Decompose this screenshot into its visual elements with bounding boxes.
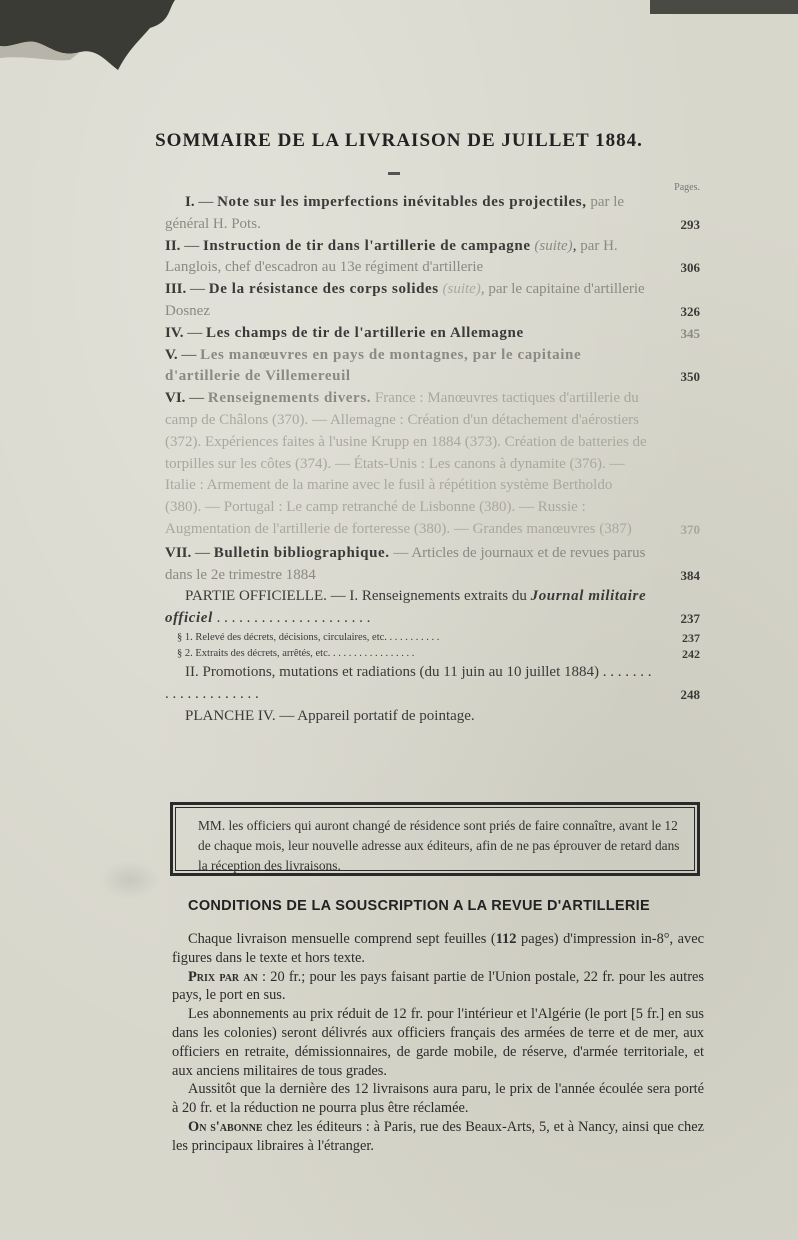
conditions-label: On s'abonne <box>188 1118 263 1135</box>
conditions-text: chez les éditeurs : à Paris, rue des Beaux-Arts, 5, et à Nancy, ainsi que chez les principaux libraires à l'étranger. <box>172 1118 704 1154</box>
toc-entry-title: Bulletin bibliographique. <box>213 544 390 561</box>
toc-entry-page: 350 <box>680 369 700 385</box>
toc-entry-7: VII. — Bulletin bibliographique. — Articles de journaux et de revues parus dans le 2e trimestre 1884 384 <box>165 543 700 587</box>
toc-entry-2: II. — Instruction de tir dans l'artillerie de campagne (suite), par H. Langlois, chef d'escadron au 13e régiment d'artillerie 306 <box>165 236 700 280</box>
conditions-heading: CONDITIONS DE LA SOUSCRIPTION A LA REVUE D'ARTILLERIE <box>188 898 650 914</box>
toc-entry-page: 326 <box>680 303 700 319</box>
toc-entry-number: III. <box>165 281 187 298</box>
notice-box <box>170 802 700 876</box>
toc-sub-1 <box>165 630 700 646</box>
toc-entry-body: — Articles de journaux et de revues parus dans le 2e trimestre 1884 <box>165 544 646 583</box>
toc-entry-number: V. <box>165 346 178 363</box>
toc-sub-text: § 1. Relevé des décrets, décisions, circulaires, etc. <box>177 631 387 643</box>
toc-entry-number: VII. <box>165 544 192 561</box>
toc-entry-suite: (suite) <box>534 237 573 254</box>
separator-mark <box>388 172 400 175</box>
conditions-paragraph-5 <box>172 1118 704 1156</box>
notice-text: MM. les officiers qui auront changé de résidence sont priés de faire connaître, avant le 12 de chaque mois, leur nouvelle adresse aux éditeurs, afin de ne pas éprouver de retard dans la réception des livraisons. <box>175 807 695 871</box>
paper-smudge <box>100 860 160 900</box>
toc-sub-page: 237 <box>682 630 700 645</box>
toc-entry-3: III. — De la résistance des corps solides (suite), par le capitaine d'artillerie Dosnez 326 <box>165 279 700 323</box>
conditions-number: 112 <box>495 931 517 947</box>
toc-entry-body: France : Manœuvres tactiques d'artillerie du camp de Châlons (370). — Allemagne : Création d'un détachement d'aérostiers (372). Expériences faites à l'usine Krupp en 1884 (373). Création de batteries de torpilles sur les côtes (374). — États-Unis : Les canons à dynamite (376). — Italie : Armement de la marine avec le fusil à répétition système Bertholdo (380). — Portugal : Le camp retranché de Lisbonne (380). — Russie : Augmentation de l'artillerie de forteresse (380). — Grandes manœuvres (387) <box>165 390 647 537</box>
toc-sub-dots: . . . . . . . . . . . . . . . . <box>330 647 415 659</box>
toc-entry-suite: (suite) <box>442 281 481 298</box>
torn-corner-damage <box>0 0 180 100</box>
toc-entry-1: I. — Note sur les imperfections inévitables des projectiles, par le général H. Pots. 293 <box>165 192 700 236</box>
toc-entry-number: IV. <box>165 324 184 341</box>
toc-entry-page: 345 <box>680 325 700 341</box>
conditions-body <box>172 930 704 1156</box>
toc-entry-5: V. — Les manœuvres en pays de montagnes, par le capitaine d'artillerie de Villemereuil 350 <box>165 345 700 389</box>
toc-entry-title: Note sur les imperfections inévitables des projectiles, <box>217 194 587 210</box>
conditions-label: Prix par an <box>188 968 258 985</box>
partie-journal: Journal militaire officiel <box>165 588 647 627</box>
toc-sub-text: § 2. Extraits des décrets, arrêtés, etc. <box>177 647 331 659</box>
toc-entry-page: 293 <box>680 216 700 232</box>
table-of-contents <box>165 192 700 727</box>
toc-entry-title: De la résistance des corps solides <box>208 281 439 298</box>
conditions-text: Chaque livraison mensuelle comprend sept feuilles ( <box>188 931 496 947</box>
top-edge-shadow <box>650 0 798 14</box>
toc-sub-page: 242 <box>682 646 700 661</box>
toc-entry-page: 237 <box>680 611 700 627</box>
toc-partie-officielle <box>165 586 700 630</box>
conditions-text: : 20 fr.; pour les pays faisant partie de l'Union postale, 22 fr. pour les autres pays, le port en sus. <box>172 968 704 1004</box>
toc-entry-author: par H. Langlois, chef d'escadron au 13e régiment d'artillerie <box>165 237 618 276</box>
conditions-paragraph-2 <box>172 968 704 1006</box>
partie-dots: . . . . . . . . . . . . . . . . . . . . . <box>212 610 371 627</box>
toc-sub-2 <box>165 646 700 662</box>
toc-entry-title: Instruction de tir dans l'artillerie de campagne <box>202 237 531 254</box>
toc-entry-title: Les champs de tir de l'artillerie en Allemagne <box>206 324 524 341</box>
toc-entry-author: par le général H. Pots. <box>165 194 625 232</box>
toc-entry-page: 306 <box>680 260 700 276</box>
toc-promotions <box>165 662 700 706</box>
toc-entry-page: 370 <box>680 521 700 537</box>
toc-entry-6: VI. — Renseignements divers. France : Manœuvres tactiques d'artillerie du camp de Châlons (370). — Allemagne : Création d'un détachement d'aérostiers (372). Expériences faites à l'usine Krupp en 1884 (373). Création de batteries de torpilles sur les côtes (374). — États-Unis : Les canons à dynamite (376). — Italie : Armement de la marine avec le fusil à répétition système Bertholdo (380). — Portugal : Le camp retranché de Lisbonne (380). — Russie : Augmentation de l'artillerie de forteresse (380). — Grandes manœuvres (387) 370 <box>165 388 700 541</box>
toc-entry-4: IV. — Les champs de tir de l'artillerie en Allemagne 345 <box>165 323 700 345</box>
conditions-paragraph-1 <box>172 930 704 968</box>
page-title: SOMMAIRE DE LA LIVRAISON DE JUILLET 1884. <box>155 130 643 151</box>
toc-planche <box>165 706 700 728</box>
pages-column-header: Pages. <box>674 182 700 193</box>
promotions-dots: . . . . . . . . . . . . . . . . . . . . <box>165 663 652 702</box>
toc-entry-page: 384 <box>680 567 700 583</box>
toc-entry-number: VI. <box>165 390 186 407</box>
toc-entry-page: 248 <box>680 686 700 702</box>
toc-entry-author: , par le capitaine d'artillerie Dosnez <box>165 281 645 319</box>
conditions-paragraph-3: Les abonnements au prix réduit de 12 fr. pour l'intérieur et l'Algérie (le port [5 fr.] en sus dans les colonies) seront délivrés aux officiers français des armées de terre et de mer, aux officiers en retraite, démissionnaires, de garde mobile, de réserve, d'armée territoriale, et aux anciens militaires de tous grades. <box>172 1006 704 1079</box>
toc-entry-number: I. <box>185 194 195 210</box>
conditions-paragraph-4: Aussitôt que la dernière des 12 livraisons aura paru, le prix de l'année écoulée sera porté à 20 fr. et la réduction ne pourra plus être réclamée. <box>172 1081 704 1117</box>
planche-text: PLANCHE IV. — Appareil portatif de pointage. <box>185 707 475 724</box>
toc-entry-title: Renseignements divers. <box>207 390 372 407</box>
partie-label: PARTIE OFFICIELLE. — I. Renseignements extraits du <box>185 588 527 605</box>
toc-entry-number: II. <box>165 237 181 254</box>
promotions-text: II. Promotions, mutations et radiations (du 11 juin au 10 juillet 1884) <box>185 663 599 680</box>
toc-entry-title: Les manœuvres en pays de montagnes, par le capitaine d'artillerie de Villemereuil <box>165 346 582 385</box>
toc-sub-dots: . . . . . . . . . . <box>386 631 440 643</box>
conditions-text: pages) d'impression in-8°, avec figures dans le texte et hors texte. <box>172 931 704 966</box>
